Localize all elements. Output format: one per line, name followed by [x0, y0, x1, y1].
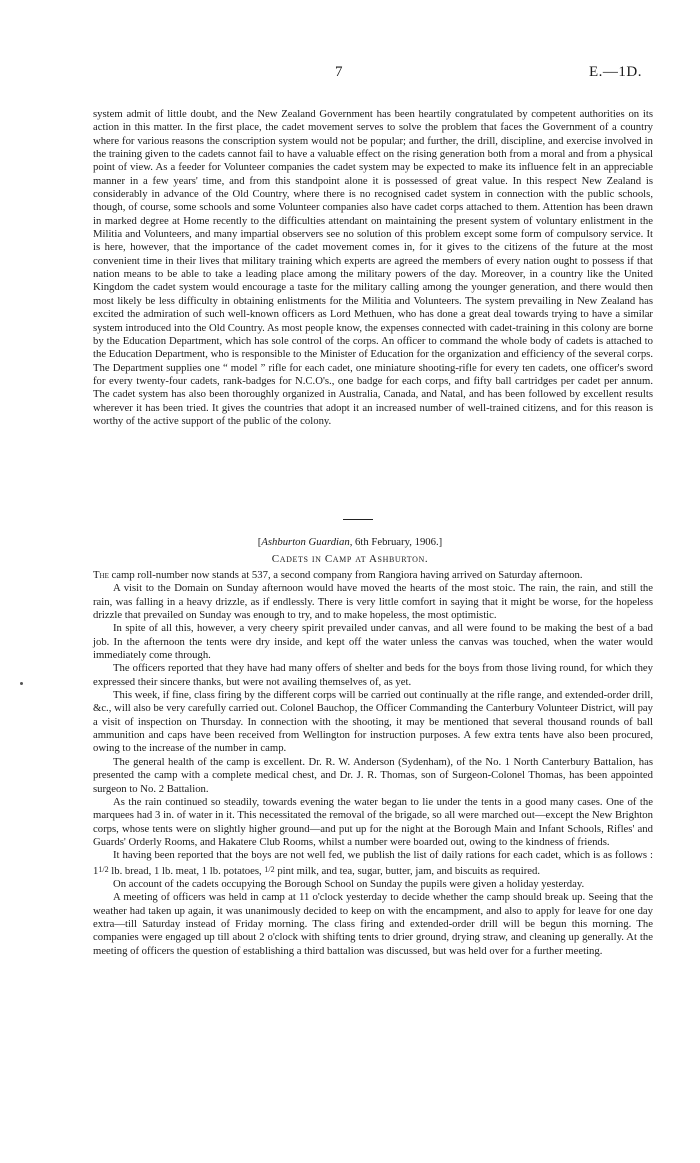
rations-text-b: lb. bread, 1 lb. meat, 1 lb. potatoes, — [108, 864, 265, 877]
intro-paragraph: system admit of little doubt, and the New Zealand Government has been heartily congratulated by competent authorities on its action in this matter. In the first place, the cadet movement serves to solve the problem that faces the Government of a country where for various reasons the conscription system would not be popular; and further, the drill, discipline, and exercise involved in the training given to the cadets cannot fail to have a valuable effect on the rising generation both from a moral and from a physical point of view. As a feeder for Volunteer companies the cadet system may be expected to make its influence felt in an appreciable manner in a few years' time, and from this standpoint alone it is possessed of great value. In this respect New Zealand is considerably in advance of the Old Country, where there is no recognised cadet system in connection with the public schools, though, of course, some schools and some Volunteer companies also have cadet corps attached to them. Attention has been drawn in marked degree at Home recently to the difficulties attendant on maintaining the present system of voluntary enlistment in the Militia and Volunteers, and many impartial observers see no solution of this problem except some form of compulsory service. It is here, however, that the importance of the cadet movement comes in, for it gives to the citizens of the future at the most convenient time in their lives that military training which experts are agreed the members of every nation ought to possess if that nation means to be able to take a leading place among the military powers of the day. Moreover, in a country like the United Kingdom the cadet system would encourage a taste for the military calling among the younger generation, and there would then most likely be less difficulty in obtaining enlistments for the Militia and Volunteers. The system prevailing in New Zealand has excited the admiration of such well-known officers as Lord Methuen, who has done a great deal towards trying to have a similar system introduced into the Old Country. As most people know, the expenses connected with cadet-training in this colony are borne by the Education Department, which has sole control of the corps. An officer to command the whole body of cadets is attached to the Education Department, who is responsible to the Minister of Education for the organization and efficiency of the several corps. The Department supplies one “ model ” rifle for each cadet, one miniature shooting-rifle for every ten cadets, one officer's sword for every twenty-four cadets, rank-badges for N.C.O's., one badge for each corps, and fifty ball cartridges per cadet per annum. The cadet system has also been thoroughly organized in Australia, Canada, and Natal, and has been followed by excellent results wherever it has been tried. It gives the countries that adopt it an increased number of well-trained citizens, and for this reason is worthy of the active support of the public of the colony. — [93, 108, 653, 427]
rations-text-a: It having been reported that the boys are not well fed, we publish the list of daily rations for each cadet, which is as follows : 1 — [93, 849, 653, 877]
fraction-one-half: 1/2 — [264, 864, 275, 874]
paragraph-1-text: camp roll-number now stands at 537, a second company from Rangiora having arrived on Saturday afternoon. — [108, 569, 583, 581]
article-paragraph-8 — [93, 849, 653, 878]
article-paragraph-1 — [93, 569, 653, 582]
article-paragraph-3: In spite of all this, however, a very cheery spirit prevailed under canvas, and all were found to be making the best of a bad job. In the afternoon the tents were dry inside, and kept off the water unless the canvas was touched, when the water would immediately come through. — [93, 622, 653, 662]
section-divider — [343, 519, 373, 520]
article-paragraph-9: On account of the cadets occupying the Borough School on Sunday the pupils were given a holiday yesterday. — [113, 877, 585, 890]
intro-section — [93, 108, 653, 428]
fraction-one-half: 1/2 — [98, 864, 109, 874]
article-paragraph-7: As the rain continued so steadily, towards evening the water began to lie under the tents in a good many cases. One of the marquees had 3 in. of water in it. This necessitated the removal of the brigade, so all were marched out—except the New Brighton corps, whose tents were on slightly higher ground—and put up for the night at the Borough Main and Infant Schools, Rifles' and Guards' Orderly Rooms, and Hakatere Club Rooms, whilst a number were boarded out, owing to the kindness of friends. — [93, 795, 653, 848]
article-paragraph-4: The officers reported that they have had many offers of shelter and beds for the boys from those living round, for which they expressed their sincere thanks, but were not availing themselves of, as yet. — [93, 662, 653, 688]
rations-text-c: pint milk, and tea, sugar, butter, jam, and biscuits as required. — [274, 864, 541, 877]
page-number: 7 — [335, 64, 343, 80]
article-body — [93, 569, 653, 958]
article-paragraph-2: A visit to the Domain on Sunday afternoon would have moved the hearts of the most stoic. The rain, the rain, and still the rain, was falling in a heavy drizzle, as if endlessly. There is very little comfort in saying that it might be worse, for the hopeless drizzle that prevailed on Sunday was enough to try, and to make hopeless, the most optimistic. — [93, 582, 653, 622]
document-reference: E.—1D. — [589, 64, 642, 80]
source-date: 6th February, 1906.] — [352, 536, 443, 548]
source-bracket: [ — [257, 536, 262, 548]
margin-mark — [20, 682, 23, 685]
source-paper: Ashburton Guardian, — [261, 536, 353, 548]
article-paragraph-10: A meeting of officers was held in camp at 11 o'clock yesterday to decide whether the camp should break up. Seeing that the weather had taken up again, it was unanimously decided to keep on with the encampment, and also to apply for leave for one day extra—till Saturday instead of Friday morning. The class firing and extended-order drill will be begun this morning. The companies were engaged up till about 2 o'clock with shifting tents to drier ground, drying straw, and cleaning up generally. At the meeting of officers the question of establishing a third battalion was discussed, but was held over for a further meeting. — [93, 891, 653, 957]
lead-word: The — [93, 569, 109, 581]
article-paragraph-5: This week, if fine, class firing by the different corps will be carried out continually at the rifle range, and extended-order drill, &c., will also be very carefully carried out. Colonel Bauchop, the Officer Commanding the Canterbury Volunteer District, will pay a visit of inspection on Thursday. In connection with the shooting, it may be mentioned that several thousand rounds of ball ammunition and caps have been received from Wellington for instruction purposes. A few extra tents have also been procured, owing to the increase of the number in camp. — [93, 689, 653, 755]
article-paragraph-6: The general health of the camp is excellent. Dr. R. W. Anderson (Sydenham), of the No. 1 North Canterbury Battalion, has presented the camp with a complete medical chest, and Dr. J. R. Thomas, son of Surgeon-Colonel Thomas, has been appointed surgeon to No. 2 Battalion. — [93, 755, 653, 795]
article-heading: Cadets in Camp at Ashburton. — [271, 553, 429, 565]
article-source — [0, 536, 700, 548]
